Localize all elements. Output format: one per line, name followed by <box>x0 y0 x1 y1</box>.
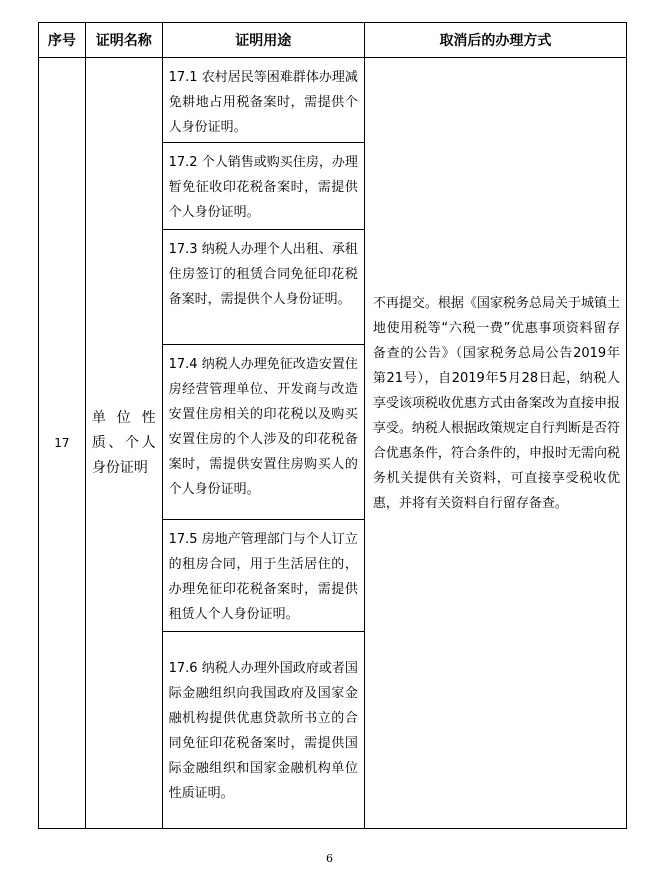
purpose-item: 17.3 纳税人办理个人出租、承租住房签订的租赁合同免征印花税备案时，需提供个人身份证明。 <box>163 230 364 345</box>
row-purposes <box>163 58 365 828</box>
row-method-text: 不再提交。根据《国家税务总局关于城镇土地使用税等“六税一费”优惠事项资料留存备查的公告》（国家税务总局公告2019年第21号），自2019年5月28日起，纳税人享受该项税收优惠方式由备案改为直接申报享受。纳税人根据政策规定自行判断是否符合优惠条件，符合条件的，申报时无需向税务机关提供有关资料，可直接享受税收优惠，并将有关资料自行留存备查。 <box>372 296 620 511</box>
table-header-row <box>38 22 627 58</box>
purpose-item: 17.5 房地产管理部门与个人订立的租房合同，用于生活居住的，办理免征印花税备案时，需提供租赁人个人身份证明。 <box>163 520 364 632</box>
purpose-item: 17.6 纳税人办理外国政府或者国际金融组织向我国政府及国家金融机构提供优惠贷款所书立的合同免征印花税备案时，需提供国际金融组织和国家金融机构单位性质证明。 <box>168 661 358 801</box>
header-seq: 序号 <box>39 23 86 57</box>
row-seq <box>39 58 86 828</box>
purpose-item: 17.2 个人销售或购买住房，办理暂免征收印花税备案时，需提供个人身份证明。 <box>163 143 364 230</box>
certificate-table <box>38 22 627 829</box>
row-name <box>86 58 163 828</box>
purpose-item: 17.4 纳税人办理免征改造安置住房经营管理单位、开发商与改造安置住房相关的印花税以及购买安置住房的个人涉及的印花税备案时，需提供安置住房购买人的个人身份证明。 <box>163 345 364 520</box>
purpose-item: 17.1 农村居民等困难群体办理减免耕地占用税备案时，需提供个人身份证明。 <box>163 58 364 143</box>
header-purpose: 证明用途 <box>163 23 365 57</box>
table-row <box>38 58 627 829</box>
page-number: 6 <box>326 852 333 865</box>
row-seq-text: 17 <box>54 436 70 450</box>
header-method: 取消后的办理方式 <box>439 33 552 49</box>
row-name-text: 单位性质、个人身份证明 <box>91 409 156 476</box>
header-name: 证明名称 <box>86 23 163 57</box>
row-method <box>365 58 626 828</box>
